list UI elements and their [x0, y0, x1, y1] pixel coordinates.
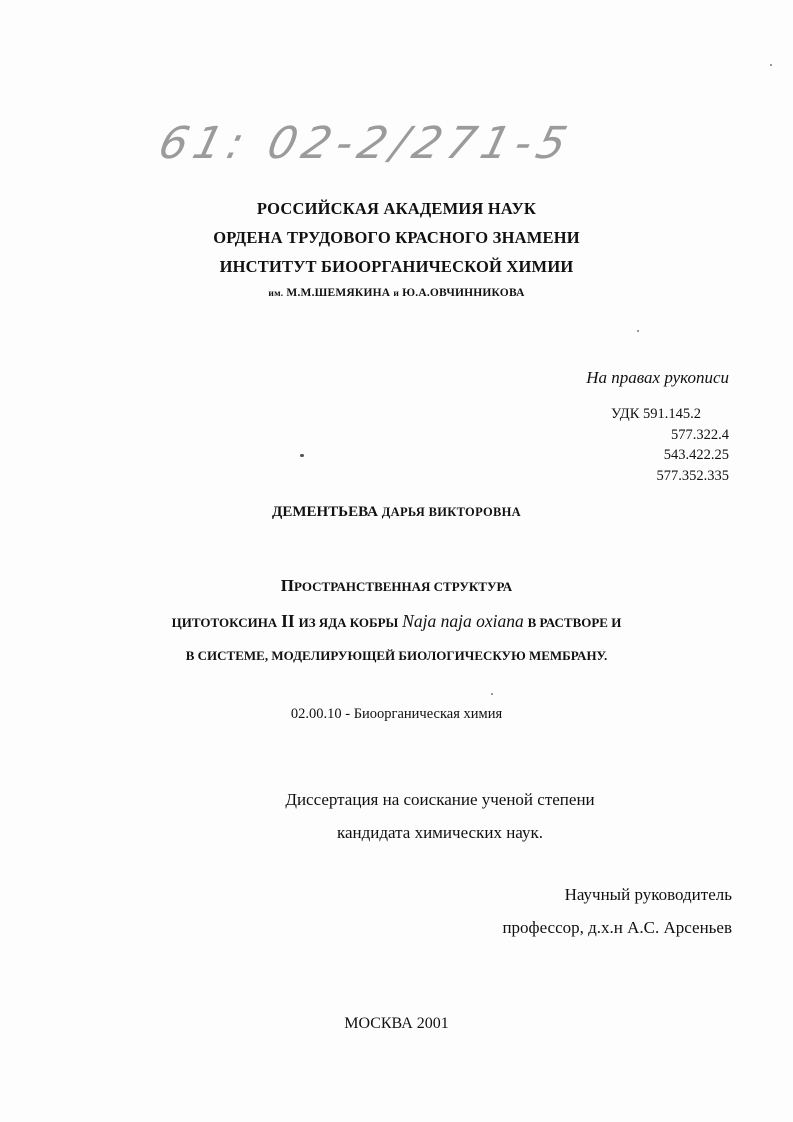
institution-line-institute: ИНСТИТУТ БИООРГАНИЧЕСКОЙ ХИМИИ — [219, 257, 574, 276]
dissertation-degree-line-2: кандидата химических наук. — [337, 823, 543, 842]
title-line-3-text: В СИСТЕМЕ, МОДЕЛИРУЮЩЕЙ БИОЛОГИЧЕСКУЮ МЕМБРАНУ. — [185, 648, 608, 663]
named-after-prefix: им. — [268, 289, 284, 299]
udk-code-primary: УДК 591.145.2 — [611, 406, 701, 422]
title-line-1-rest: РОСТРАНСТВЕННАЯ СТРУКТУРА — [294, 579, 513, 594]
thesis-title-line-2 — [0, 611, 793, 632]
named-after-and: и — [393, 289, 400, 299]
udk-block — [611, 404, 729, 486]
handwritten-archive-number: 61: 02-2/271-5 — [153, 118, 578, 169]
named-after-ovchinnikov: Ю.А.ОВЧИННИКОВА — [402, 287, 525, 299]
title-in-solution: В РАСТВОРЕ И — [527, 615, 622, 630]
title-roman-numeral: II — [281, 611, 295, 631]
scan-speck — [770, 64, 772, 66]
title-cytotoxin: ЦИТОТОКСИНА — [171, 615, 278, 630]
manuscript-rights-note: На правах рукописи — [586, 368, 729, 387]
thesis-title-line-3 — [0, 647, 793, 665]
scan-speck — [637, 330, 639, 332]
scan-speck — [491, 693, 493, 695]
institution-line-academy: РОССИЙСКАЯ АКАДЕМИЯ НАУК — [256, 199, 537, 218]
udk-code: 543.422.25 — [663, 447, 729, 463]
author-name — [0, 504, 793, 521]
udk-code: 577.322.4 — [671, 426, 729, 443]
udk-code: 577.352.335 — [656, 467, 729, 484]
city-and-year: МОСКВА 2001 — [344, 1015, 449, 1032]
author-surname: ДЕМЕНТЬЕВА — [272, 504, 378, 520]
scan-speck — [300, 454, 304, 457]
specialty-code: 02.00.10 - Биоорганическая химия — [290, 706, 503, 722]
institution-line-order: ОРДЕНА ТРУДОВОГО КРАСНОГО ЗНАМЕНИ — [213, 228, 580, 247]
title-species-name: Naja naja oxiana — [402, 611, 524, 631]
dissertation-degree-line-1: Диссертация на соискание ученой степени — [285, 790, 595, 809]
named-after-shemyakin: М.М.ШЕМЯКИНА — [286, 287, 391, 299]
title-from-venom: ИЗ ЯДА КОБРЫ — [298, 615, 399, 630]
institution-line-named-after — [0, 287, 793, 299]
title-initial-letter: П — [280, 576, 295, 595]
author-given-names: ДАРЬЯ ВИКТОРОВНА — [381, 505, 521, 519]
supervisor-label: Научный руководитель — [564, 885, 732, 904]
thesis-title-line-1 — [0, 576, 793, 596]
supervisor-name: профессор, д.х.н А.С. Арсеньев — [502, 918, 732, 937]
